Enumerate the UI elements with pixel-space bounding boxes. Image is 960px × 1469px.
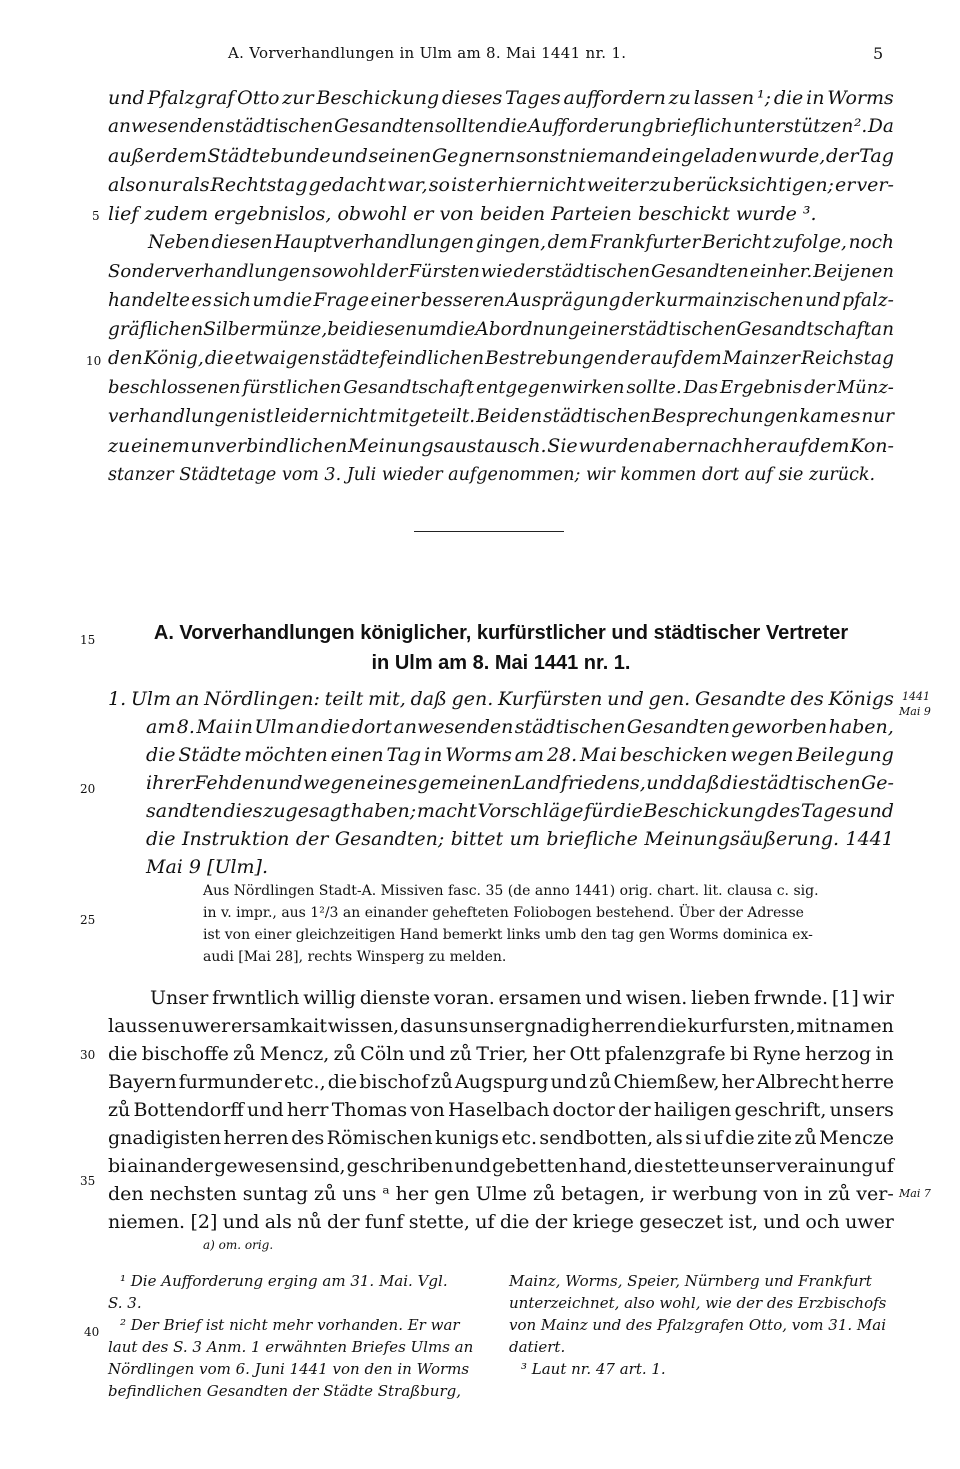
intro-line: und Pfalzgraf Otto zur Beschickung dieses Tages auffordern zu lassen ¹; die in Worms bbox=[108, 87, 894, 109]
footnote-line: ³ Laut nr. 47 art. 1. bbox=[521, 1360, 666, 1378]
intro-line: verhandlungen ist leider nicht mitgeteilt. Bei den städtischen Besprechungen kam es nur bbox=[108, 406, 894, 427]
source-description-line: in v. impr., aus 1²/3 an einander gehefteten Foliobogen bestehend. Über der Adresse bbox=[203, 905, 804, 921]
intro-line: den König, die etwaigen städtefeindlichen Bestrebungen der auf dem Mainzer Reichstag bbox=[108, 348, 894, 369]
footnote-line: ¹ Die Aufforderung erging am 31. Mai. Vgl. bbox=[120, 1272, 448, 1290]
letter-line: bi ainander gewesen sind, geschriben und gebetten hand, die stette unser verainung uf bbox=[108, 1155, 894, 1177]
intro-line: gräflichen Silbermünze, bei diesen um die Abordnung einer städtischen Gesandtschaft an bbox=[108, 319, 894, 340]
line-number: 5 bbox=[92, 209, 100, 223]
footnote-line: laut des S. 3 Anm. 1 erwähnten Briefes Ulms an bbox=[108, 1338, 474, 1356]
margin-date: Mai 9 bbox=[899, 705, 931, 718]
line-number: 15 bbox=[80, 633, 96, 647]
footnote-line: S. 3. bbox=[108, 1294, 142, 1312]
regest-line: sandten dies zugesagt haben; macht Vorschläge für die Beschickung des Tages und bbox=[146, 800, 894, 822]
footnote-line: befindlichen Gesandten der Städte Straßburg, bbox=[108, 1382, 461, 1400]
margin-date: Mai 7 bbox=[899, 1187, 931, 1200]
section-divider bbox=[414, 531, 564, 532]
intro-line: also nur als Rechtstag gedacht war, so ist er hier nicht weiter zu berücksichtigen; er ver- bbox=[108, 174, 894, 196]
regest-line: 1. Ulm an Nördlingen: teilt mit, daß gen. Kurfürsten und gen. Gesandte des Königs bbox=[108, 688, 894, 710]
section-heading: A. Vorverhandlungen königlicher, kurfürstlicher und städtischer Vertreter bbox=[153, 622, 849, 644]
regest-line: die Städte möchten einen Tag in Worms am 28. Mai beschicken wegen Beilegung bbox=[146, 744, 894, 766]
line-number: 30 bbox=[80, 1048, 96, 1062]
letter-line: den nechsten suntag zů uns ᵃ her gen Ulme zů betagen, ir werbung von in zů ver- bbox=[108, 1183, 894, 1205]
letter-line: die bischoffe zů Mencz, zů Cöln und zů Trier, her Ott pfalenzgrafe bi Ryne herzog in bbox=[108, 1043, 894, 1065]
intro-line: zu einem unverbindlichen Meinungsaustausch. Sie wurden aber nachher auf dem Kon- bbox=[108, 435, 894, 457]
footnote-line: ² Der Brief ist nicht mehr vorhanden. Er war bbox=[120, 1316, 460, 1334]
source-description-line: audi [Mai 28], rechts Winsperg zu melden. bbox=[203, 949, 507, 965]
letter-line: laussen uwer ersamkait wissen, das uns unser gnadig herren die kurfursten, mit namen bbox=[108, 1015, 894, 1037]
textual-footnote: a) om. orig. bbox=[203, 1238, 274, 1252]
letter-line: Bayern furmunder etc., die bischof zů Augspurg und zů Chiemßew, her Albrecht herre bbox=[108, 1071, 894, 1093]
regest-line: ihrer Fehden und wegen eines gemeinen Landfriedens, und daß die städtischen Ge- bbox=[146, 772, 894, 794]
footnote-line: Nördlingen vom 6. Juni 1441 von den in Worms bbox=[108, 1360, 470, 1378]
section-heading-continued: in Ulm am 8. Mai 1441 nr. 1. bbox=[371, 652, 631, 674]
intro-line: anwesenden städtischen Gesandten sollten die Aufforderung brieflich unterstützen ². Da bbox=[108, 116, 894, 137]
footnote-line: Mainz, Worms, Speier, Nürnberg und Frankfurt bbox=[509, 1272, 872, 1290]
line-number: 25 bbox=[80, 913, 96, 927]
line-number: 20 bbox=[80, 782, 96, 796]
running-header-title: A. Vorverhandlungen in Ulm am 8. Mai 1441 nr. 1. bbox=[228, 44, 627, 62]
intro-line: außer dem Städtebunde und seinen Gegnern sonst niemand eingeladen wurde, der Tag bbox=[108, 145, 894, 167]
footnote-line: datiert. bbox=[509, 1338, 566, 1356]
intro-line: lief zudem ergebnislos, obwohl er von beiden Parteien beschickt wurde ³. bbox=[108, 203, 817, 225]
regest-line: die Instruktion der Gesandten; bittet um briefliche Meinungsäußerung. 1441 bbox=[146, 828, 894, 850]
source-description-line: ist von einer gleichzeitigen Hand bemerkt links umb den tag gen Worms dominica ex- bbox=[203, 927, 813, 943]
letter-line: gnadigisten herren des Römischen kunigs etc. sendbotten, als si uf die zite zů Mencze bbox=[108, 1127, 894, 1149]
regest-line: am 8. Mai in Ulm an die dort anwesenden städtischen Gesandten geworben haben, bbox=[146, 716, 894, 738]
footnote-line: von Mainz und des Pfalzgrafen Otto, vom 31. Mai bbox=[509, 1316, 886, 1334]
margin-date: 1441 bbox=[902, 690, 930, 703]
line-number: 35 bbox=[80, 1174, 96, 1188]
footnote-line: unterzeichnet, also wohl, wie der des Erzbischofs bbox=[509, 1294, 887, 1312]
intro-line: stanzer Städtetage vom 3. Juli wieder aufgenommen; wir kommen dort auf sie zurück. bbox=[108, 465, 876, 485]
intro-line: handelte es sich um die Frage einer besseren Ausprägung der kurmainzischen und pfalz- bbox=[108, 290, 894, 311]
intro-line: Sonderverhandlungen sowohl der Fürsten wie der städtischen Gesandten einher. Bei jenen bbox=[108, 261, 894, 282]
intro-line: Neben diesen Hauptverhandlungen gingen, dem Frankfurter Bericht zufolge, noch bbox=[148, 232, 894, 253]
line-number: 40 bbox=[84, 1325, 100, 1339]
regest-line: Mai 9 [Ulm]. bbox=[146, 856, 268, 878]
running-header bbox=[0, 44, 960, 68]
letter-line: niemen. [2] und als nů der funf stette, uf die der kriege geseczet ist, und och uwer bbox=[108, 1211, 894, 1233]
letter-line: Unser frwntlich willig dienste voran. ersamen und wisen. lieben frwnde. [1] wir bbox=[150, 987, 894, 1009]
page-number: 5 bbox=[873, 44, 884, 63]
intro-line: beschlossenen fürstlichen Gesandtschaft entgegenwirken sollte. Das Ergebnis der Münz- bbox=[108, 377, 894, 398]
line-number: 10 bbox=[86, 354, 102, 368]
letter-line: zů Bottendorff und herr Thomas von Haselbach doctor der hailigen geschrift, unsers bbox=[108, 1099, 894, 1121]
source-description-line: Aus Nördlingen Stadt-A. Missiven fasc. 35 (de anno 1441) orig. chart. lit. clausa c. sig. bbox=[203, 883, 819, 899]
